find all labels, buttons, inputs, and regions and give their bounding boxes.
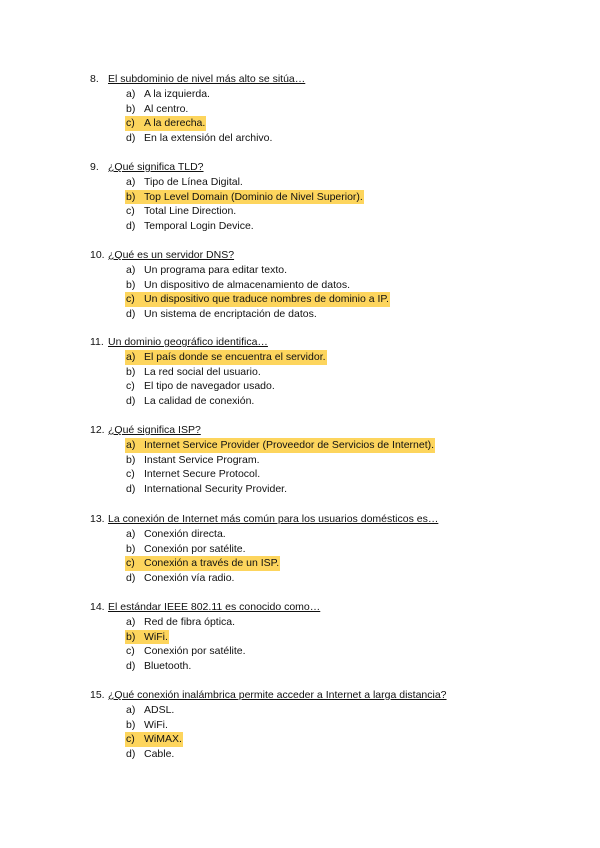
- answer-option: [90, 394, 570, 409]
- answer-option-body: [125, 571, 235, 586]
- option-letter: d): [126, 483, 136, 496]
- answer-option-body: [125, 718, 169, 733]
- option-letter: c): [126, 205, 135, 218]
- answer-option-body: [125, 644, 247, 659]
- question-15: [90, 688, 570, 762]
- answer-option: [90, 379, 570, 394]
- option-letter: d): [126, 660, 136, 673]
- correct-answer-highlight: [125, 556, 280, 571]
- answer-option: [90, 615, 570, 630]
- answer-option-body: [125, 703, 175, 718]
- answer-option-body: [125, 175, 244, 190]
- option-text: Instant Service Program.: [144, 453, 260, 466]
- question-title: [90, 512, 570, 527]
- answer-option: [90, 219, 570, 234]
- answer-options: [90, 175, 570, 234]
- correct-answer-highlight: [125, 732, 183, 747]
- answer-option: [90, 556, 570, 571]
- answer-option: [90, 190, 570, 205]
- correct-answer-highlight: [125, 116, 206, 131]
- option-text: Internet Service Provider (Proveedor de Servicios de Internet).: [144, 439, 435, 451]
- option-letter: b): [126, 278, 136, 291]
- question-text: ¿Qué conexión inalámbrica permite acceder a Internet a larga distancia?: [108, 689, 447, 701]
- answer-option: [90, 175, 570, 190]
- correct-answer-highlight: [125, 438, 435, 453]
- answer-option: [90, 542, 570, 557]
- option-text: Conexión a través de un ISP.: [144, 557, 280, 570]
- question-8: [90, 72, 570, 146]
- answer-option-body: [125, 394, 255, 409]
- option-text: En la extensión del archivo.: [144, 132, 273, 145]
- answer-option-body: [125, 263, 288, 278]
- question-number: 12.: [90, 424, 105, 436]
- correct-answer-highlight: [125, 630, 169, 645]
- question-number: 8.: [90, 73, 99, 85]
- option-text: Conexión por satélite.: [144, 542, 246, 555]
- answer-option: [90, 718, 570, 733]
- question-title: [90, 160, 570, 175]
- question-text: Un dominio geográfico identifica…: [108, 336, 268, 348]
- answer-options: [90, 703, 570, 762]
- option-letter: a): [126, 439, 136, 451]
- option-letter: a): [126, 176, 136, 188]
- correct-answer-highlight: [125, 350, 327, 365]
- correct-answer-highlight: [125, 190, 364, 205]
- option-letter: b): [126, 542, 136, 555]
- option-text: Conexión vía radio.: [144, 572, 235, 585]
- answer-option: [90, 204, 570, 219]
- option-text: WiMAX.: [144, 733, 182, 746]
- answer-option: [90, 453, 570, 468]
- option-letter: c): [126, 293, 135, 306]
- question-title: [90, 600, 570, 615]
- answer-option: [90, 116, 570, 131]
- option-text: Un dispositivo de almacenamiento de datos.: [144, 278, 351, 291]
- option-letter: a): [126, 264, 136, 276]
- answer-option: [90, 703, 570, 718]
- correct-answer-highlight: [125, 292, 390, 307]
- answer-option-body: [125, 467, 261, 482]
- option-text: WiFi.: [144, 718, 168, 731]
- answer-option-body: [125, 482, 288, 497]
- option-letter: c): [126, 468, 135, 481]
- answer-option-body: [125, 379, 276, 394]
- option-text: Top Level Domain (Dominio de Nivel Superior).: [144, 190, 363, 203]
- question-12: [90, 423, 570, 497]
- answer-option: [90, 278, 570, 293]
- answer-option: [90, 482, 570, 497]
- answer-option: [90, 747, 570, 762]
- option-letter: b): [126, 102, 136, 115]
- option-text: WiFi.: [144, 630, 168, 643]
- answer-options: [90, 263, 570, 322]
- option-letter: b): [126, 718, 136, 731]
- question-title: [90, 335, 570, 350]
- question-number: 14.: [90, 601, 105, 613]
- question-title: [90, 423, 570, 438]
- option-letter: d): [126, 220, 136, 233]
- answer-option: [90, 307, 570, 322]
- option-letter: b): [126, 630, 136, 643]
- question-14: [90, 600, 570, 674]
- option-text: Al centro.: [144, 102, 189, 115]
- question-number: 9.: [90, 161, 99, 173]
- option-text: La calidad de conexión.: [144, 395, 255, 408]
- answer-options: [90, 527, 570, 586]
- option-letter: a): [126, 528, 136, 540]
- option-text: A la izquierda.: [144, 88, 210, 100]
- answer-options: [90, 87, 570, 146]
- option-letter: b): [126, 190, 136, 203]
- option-letter: a): [126, 351, 136, 363]
- answer-option: [90, 659, 570, 674]
- question-number: 11.: [90, 336, 104, 348]
- option-text: El país donde se encuentra el servidor.: [144, 351, 326, 363]
- answer-option-body: [125, 365, 262, 380]
- question-text: La conexión de Internet más común para los usuarios domésticos es…: [108, 513, 439, 525]
- question-text: ¿Qué significa ISP?: [108, 424, 201, 436]
- question-text: El subdominio de nivel más alto se sitúa…: [108, 73, 306, 85]
- question-text: El estándar IEEE 802.11 es conocido como…: [108, 601, 321, 613]
- option-letter: b): [126, 453, 136, 466]
- option-text: Un dispositivo que traduce nombres de dominio a IP.: [144, 293, 389, 306]
- option-letter: c): [126, 380, 135, 393]
- answer-option-body: [125, 659, 192, 674]
- option-text: Un sistema de encriptación de datos.: [144, 308, 317, 321]
- answer-options: [90, 438, 570, 497]
- answer-option-body: [125, 131, 273, 146]
- option-letter: c): [126, 117, 135, 130]
- option-text: Un programa para editar texto.: [144, 264, 287, 276]
- answer-option: [90, 263, 570, 278]
- option-text: Conexión directa.: [144, 528, 226, 540]
- answer-option: [90, 467, 570, 482]
- option-text: Red de fibra óptica.: [144, 616, 236, 628]
- option-letter: d): [126, 308, 136, 321]
- option-text: Cable.: [144, 748, 175, 761]
- answer-option: [90, 102, 570, 117]
- option-letter: a): [126, 704, 136, 716]
- option-text: ADSL.: [144, 704, 175, 716]
- option-text: Temporal Login Device.: [144, 220, 254, 233]
- option-text: El tipo de navegador usado.: [144, 380, 275, 393]
- question-11: [90, 335, 570, 409]
- answer-option-body: [125, 747, 175, 762]
- answer-option-body: [125, 204, 237, 219]
- question-9: [90, 160, 570, 234]
- question-10: [90, 248, 570, 322]
- option-text: International Security Provider.: [144, 483, 287, 496]
- question-13: [90, 512, 570, 586]
- option-letter: c): [126, 645, 135, 658]
- option-letter: d): [126, 572, 136, 585]
- option-letter: c): [126, 557, 135, 570]
- question-text: ¿Qué es un servidor DNS?: [108, 249, 235, 261]
- answer-option-body: [125, 219, 255, 234]
- option-letter: d): [126, 395, 136, 408]
- option-letter: a): [126, 616, 136, 628]
- answer-option: [90, 87, 570, 102]
- option-letter: b): [126, 365, 136, 378]
- option-letter: a): [126, 88, 136, 100]
- answer-option-body: [125, 102, 189, 117]
- question-number: 13.: [90, 513, 105, 525]
- option-text: Conexión por satélite.: [144, 645, 246, 658]
- question-text: ¿Qué significa TLD?: [108, 161, 204, 173]
- question-title: [90, 72, 570, 87]
- answer-option: [90, 292, 570, 307]
- answer-option: [90, 131, 570, 146]
- option-letter: c): [126, 733, 135, 746]
- option-text: A la derecha.: [144, 117, 206, 130]
- question-number: 10.: [90, 249, 105, 261]
- option-letter: d): [126, 132, 136, 145]
- answer-option-body: [125, 527, 227, 542]
- question-number: 15.: [90, 689, 105, 701]
- answer-option: [90, 527, 570, 542]
- answer-option-body: [125, 278, 351, 293]
- option-letter: d): [126, 748, 136, 761]
- question-title: [90, 688, 570, 703]
- option-text: Total Line Direction.: [144, 205, 237, 218]
- answer-option: [90, 365, 570, 380]
- answer-option: [90, 438, 570, 453]
- answer-option: [90, 630, 570, 645]
- answer-option: [90, 732, 570, 747]
- answer-option-body: [125, 453, 261, 468]
- option-text: Bluetooth.: [144, 660, 192, 673]
- answer-option-body: [125, 87, 211, 102]
- answer-option-body: [125, 615, 236, 630]
- answer-option: [90, 350, 570, 365]
- option-text: Internet Secure Protocol.: [144, 468, 261, 481]
- answer-options: [90, 615, 570, 674]
- answer-option: [90, 644, 570, 659]
- answer-options: [90, 350, 570, 409]
- option-text: La red social del usuario.: [144, 365, 261, 378]
- answer-option: [90, 571, 570, 586]
- answer-option-body: [125, 307, 318, 322]
- option-text: Tipo de Línea Digital.: [144, 176, 243, 188]
- question-title: [90, 248, 570, 263]
- answer-option-body: [125, 542, 247, 557]
